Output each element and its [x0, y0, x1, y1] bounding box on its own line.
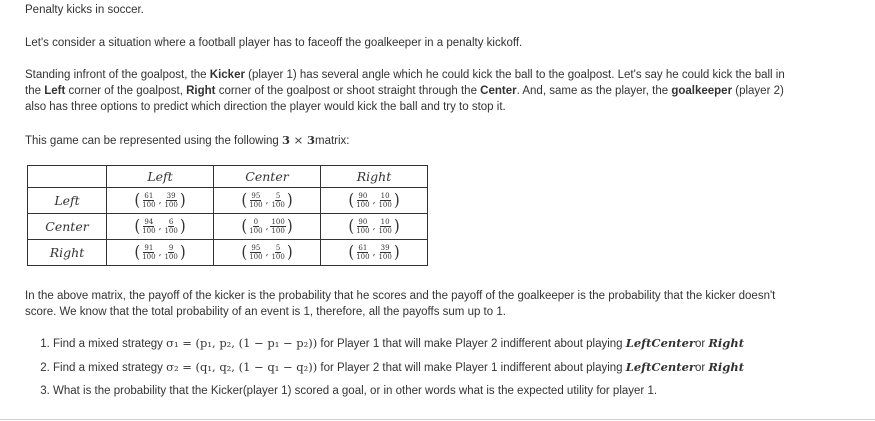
- kicker-payoff: [248, 218, 263, 235]
- text: the: [25, 85, 45, 97]
- matrix-row: [28, 214, 428, 240]
- payoff-cell: [107, 188, 214, 214]
- math-right: Right: [708, 336, 745, 350]
- denominator: 100: [164, 201, 178, 209]
- numerator: 95: [251, 192, 261, 200]
- kicker-bold: Kicker: [209, 69, 245, 81]
- right-paren: ): [286, 190, 293, 210]
- math-times: ×: [290, 133, 307, 147]
- goalkeeper-payoff: [270, 218, 285, 235]
- math-leftcenter: LeftCenter: [625, 336, 695, 350]
- payoff-cell: [321, 214, 428, 240]
- goalkeeper-payoff: [163, 244, 178, 261]
- kicker-payoff: [355, 218, 370, 235]
- matrix-row: [28, 240, 428, 266]
- denominator: 100: [271, 201, 285, 209]
- denominator: 100: [142, 201, 156, 209]
- kicker-payoff: [248, 192, 263, 209]
- text: corner of the goalpost or shoot straight through the: [215, 85, 481, 97]
- sigma2-formula: σ₂ = (q₁, q₂, (1 − q₁ − q₂)): [166, 360, 318, 374]
- payoff-pair: [241, 218, 292, 235]
- comma: ,: [158, 221, 162, 232]
- text: Find a mixed strategy: [53, 338, 167, 350]
- denominator: 100: [249, 227, 263, 235]
- numerator: 39: [166, 192, 176, 200]
- matrix-corner: [28, 166, 107, 188]
- goalkeeper-payoff: [377, 192, 392, 209]
- numerator: 61: [358, 244, 368, 252]
- payoff-line-1: In the above matrix, the payoff of the kicker is the probability that he scores and the payoff of the goalkeeper is the probability that the kicker doesn't: [25, 290, 776, 302]
- math-leftcenter: LeftCenter: [625, 360, 695, 374]
- denominator: 100: [271, 227, 285, 235]
- numerator: 90: [358, 218, 368, 226]
- payoff-pair: [348, 192, 399, 209]
- numerator: 10: [380, 192, 390, 200]
- kicker-payoff: [141, 218, 156, 235]
- intro-paragraph: Let's consider a situation where a football player has to faceoff the goalkeeper in a penalty kickoff.: [25, 37, 523, 49]
- kicker-payoff: [141, 244, 156, 261]
- text: or: [694, 362, 709, 374]
- numerator: 94: [144, 218, 154, 226]
- numerator: 39: [380, 244, 390, 252]
- denominator: 100: [378, 227, 392, 235]
- payoff-cell: [214, 240, 321, 266]
- comma: ,: [265, 221, 269, 232]
- payoff-matrix: [27, 165, 428, 266]
- text: Standing infront of the goalpost, the: [25, 69, 210, 81]
- question-2: [53, 356, 744, 380]
- payoff-pair: [348, 244, 399, 261]
- row-header-center: Center: [28, 214, 107, 240]
- comma: ,: [372, 247, 376, 258]
- right-paren: ): [286, 216, 293, 236]
- right-paren: ): [179, 216, 186, 236]
- comma: ,: [372, 221, 376, 232]
- comma: ,: [158, 247, 162, 258]
- comma: ,: [372, 195, 376, 206]
- left-bold: Left: [44, 85, 66, 97]
- goalkeeper-bold: goalkeeper: [671, 85, 733, 97]
- payoff-pair: [348, 218, 399, 235]
- goalkeeper-payoff: [270, 192, 285, 209]
- right-paren: ): [393, 242, 400, 262]
- divider: [0, 419, 875, 420]
- text: or: [694, 338, 709, 350]
- left-paren: (: [134, 190, 141, 210]
- matrix-header-row: [28, 166, 428, 188]
- left-paren: (: [241, 216, 248, 236]
- math-3: 3: [306, 133, 315, 147]
- question-1: [53, 332, 744, 356]
- comma: ,: [265, 195, 269, 206]
- page-title: Penalty kicks in soccer.: [25, 4, 144, 16]
- comma: ,: [158, 195, 162, 206]
- right-paren: ): [286, 242, 293, 262]
- denominator: 100: [356, 227, 370, 235]
- left-paren: (: [134, 242, 141, 262]
- payoff-pair: [134, 244, 185, 261]
- numerator: 61: [144, 192, 154, 200]
- left-paren: (: [134, 216, 141, 236]
- sigma1-formula: σ₁ = (p₁, p₂, (1 − p₁ − p₂)): [166, 336, 318, 350]
- goalkeeper-payoff: [163, 218, 178, 235]
- denominator: 100: [164, 227, 178, 235]
- text: corner of the goalpost,: [65, 85, 187, 97]
- denominator: 100: [249, 201, 263, 209]
- denominator: 100: [378, 253, 392, 261]
- payoff-cell: [214, 188, 321, 214]
- denominator: 100: [356, 201, 370, 209]
- matrix-intro: [25, 132, 349, 149]
- goalkeeper-payoff: [163, 192, 178, 209]
- text: . And, same as the player, the: [516, 85, 672, 97]
- numerator: 10: [380, 218, 390, 226]
- text: (player 2): [732, 85, 784, 97]
- row-header-left: Left: [28, 188, 107, 214]
- payoff-pair: [134, 218, 185, 235]
- denominator: 100: [249, 253, 263, 261]
- kicker-payoff: [355, 244, 370, 261]
- goalkeeper-payoff: [377, 244, 392, 261]
- kicker-payoff: [248, 244, 263, 261]
- col-header-left: Left: [107, 166, 214, 188]
- kicker-payoff: [141, 192, 156, 209]
- numerator: 91: [144, 244, 154, 252]
- numerator: 95: [251, 244, 261, 252]
- payoff-cell: [107, 214, 214, 240]
- left-paren: (: [241, 242, 248, 262]
- math-3: 3: [282, 133, 291, 147]
- question-3: 3. What is the probability that the Kicker(player 1) scored a goal, or in other words what is the expected utility for player 1.: [53, 380, 744, 403]
- kicker-payoff: [355, 192, 370, 209]
- right-bold: Right: [186, 85, 216, 97]
- left-paren: (: [348, 190, 355, 210]
- payoff-pair: [241, 192, 292, 209]
- payoff-line-2: score. We know that the total probability of an event is 1, therefore, all the payoffs sum up to 1.: [25, 306, 506, 318]
- left-paren: (: [241, 190, 248, 210]
- denominator: 100: [142, 253, 156, 261]
- denominator: 100: [356, 253, 370, 261]
- center-bold: Center: [480, 85, 517, 97]
- numerator: 90: [358, 192, 368, 200]
- col-header-right: Right: [321, 166, 428, 188]
- right-paren: ): [393, 216, 400, 236]
- col-header-center: Center: [214, 166, 321, 188]
- math-right: Right: [708, 360, 745, 374]
- payoff-cell: [321, 188, 428, 214]
- payoff-pair: [241, 244, 292, 261]
- right-paren: ): [179, 242, 186, 262]
- scenario-line-1: [25, 67, 785, 83]
- denominator: 100: [271, 253, 285, 261]
- scenario-line-2: [25, 83, 784, 99]
- goalkeeper-payoff: [270, 244, 285, 261]
- denominator: 100: [142, 227, 156, 235]
- denominator: 100: [164, 253, 178, 261]
- numerator: 5: [275, 192, 281, 200]
- denominator: 100: [378, 201, 392, 209]
- text: matrix:: [314, 135, 350, 147]
- numerator: 5: [275, 244, 281, 252]
- numerator: 100: [271, 218, 285, 226]
- payoff-cell: [107, 240, 214, 266]
- comma: ,: [265, 247, 269, 258]
- text: (player 1) has several angle which he could kick the ball to the goalpost. Let's say he could kick the ball in: [244, 69, 785, 81]
- left-paren: (: [348, 242, 355, 262]
- text: This game can be represented using the following: [25, 135, 282, 147]
- text: for Player 1 that will make Player 2 indifferent about playing: [317, 338, 626, 350]
- left-paren: (: [348, 216, 355, 236]
- payoff-cell: [321, 240, 428, 266]
- goalkeeper-payoff: [377, 218, 392, 235]
- payoff-cell: [214, 214, 321, 240]
- right-paren: ): [393, 190, 400, 210]
- matrix-row: [28, 188, 428, 214]
- payoff-pair: [134, 192, 185, 209]
- numerator: 9: [168, 244, 174, 252]
- numerator: 0: [253, 218, 259, 226]
- text: Find a mixed strategy: [53, 362, 167, 374]
- question-list: [25, 332, 744, 403]
- numerator: 6: [168, 218, 174, 226]
- row-header-right: Right: [28, 240, 107, 266]
- scenario-line-3: also has three options to predict which direction the player would kick the ball and try to stop it.: [25, 101, 506, 113]
- text: for Player 2 that will make Player 1 indifferent about playing: [317, 362, 626, 374]
- right-paren: ): [179, 190, 186, 210]
